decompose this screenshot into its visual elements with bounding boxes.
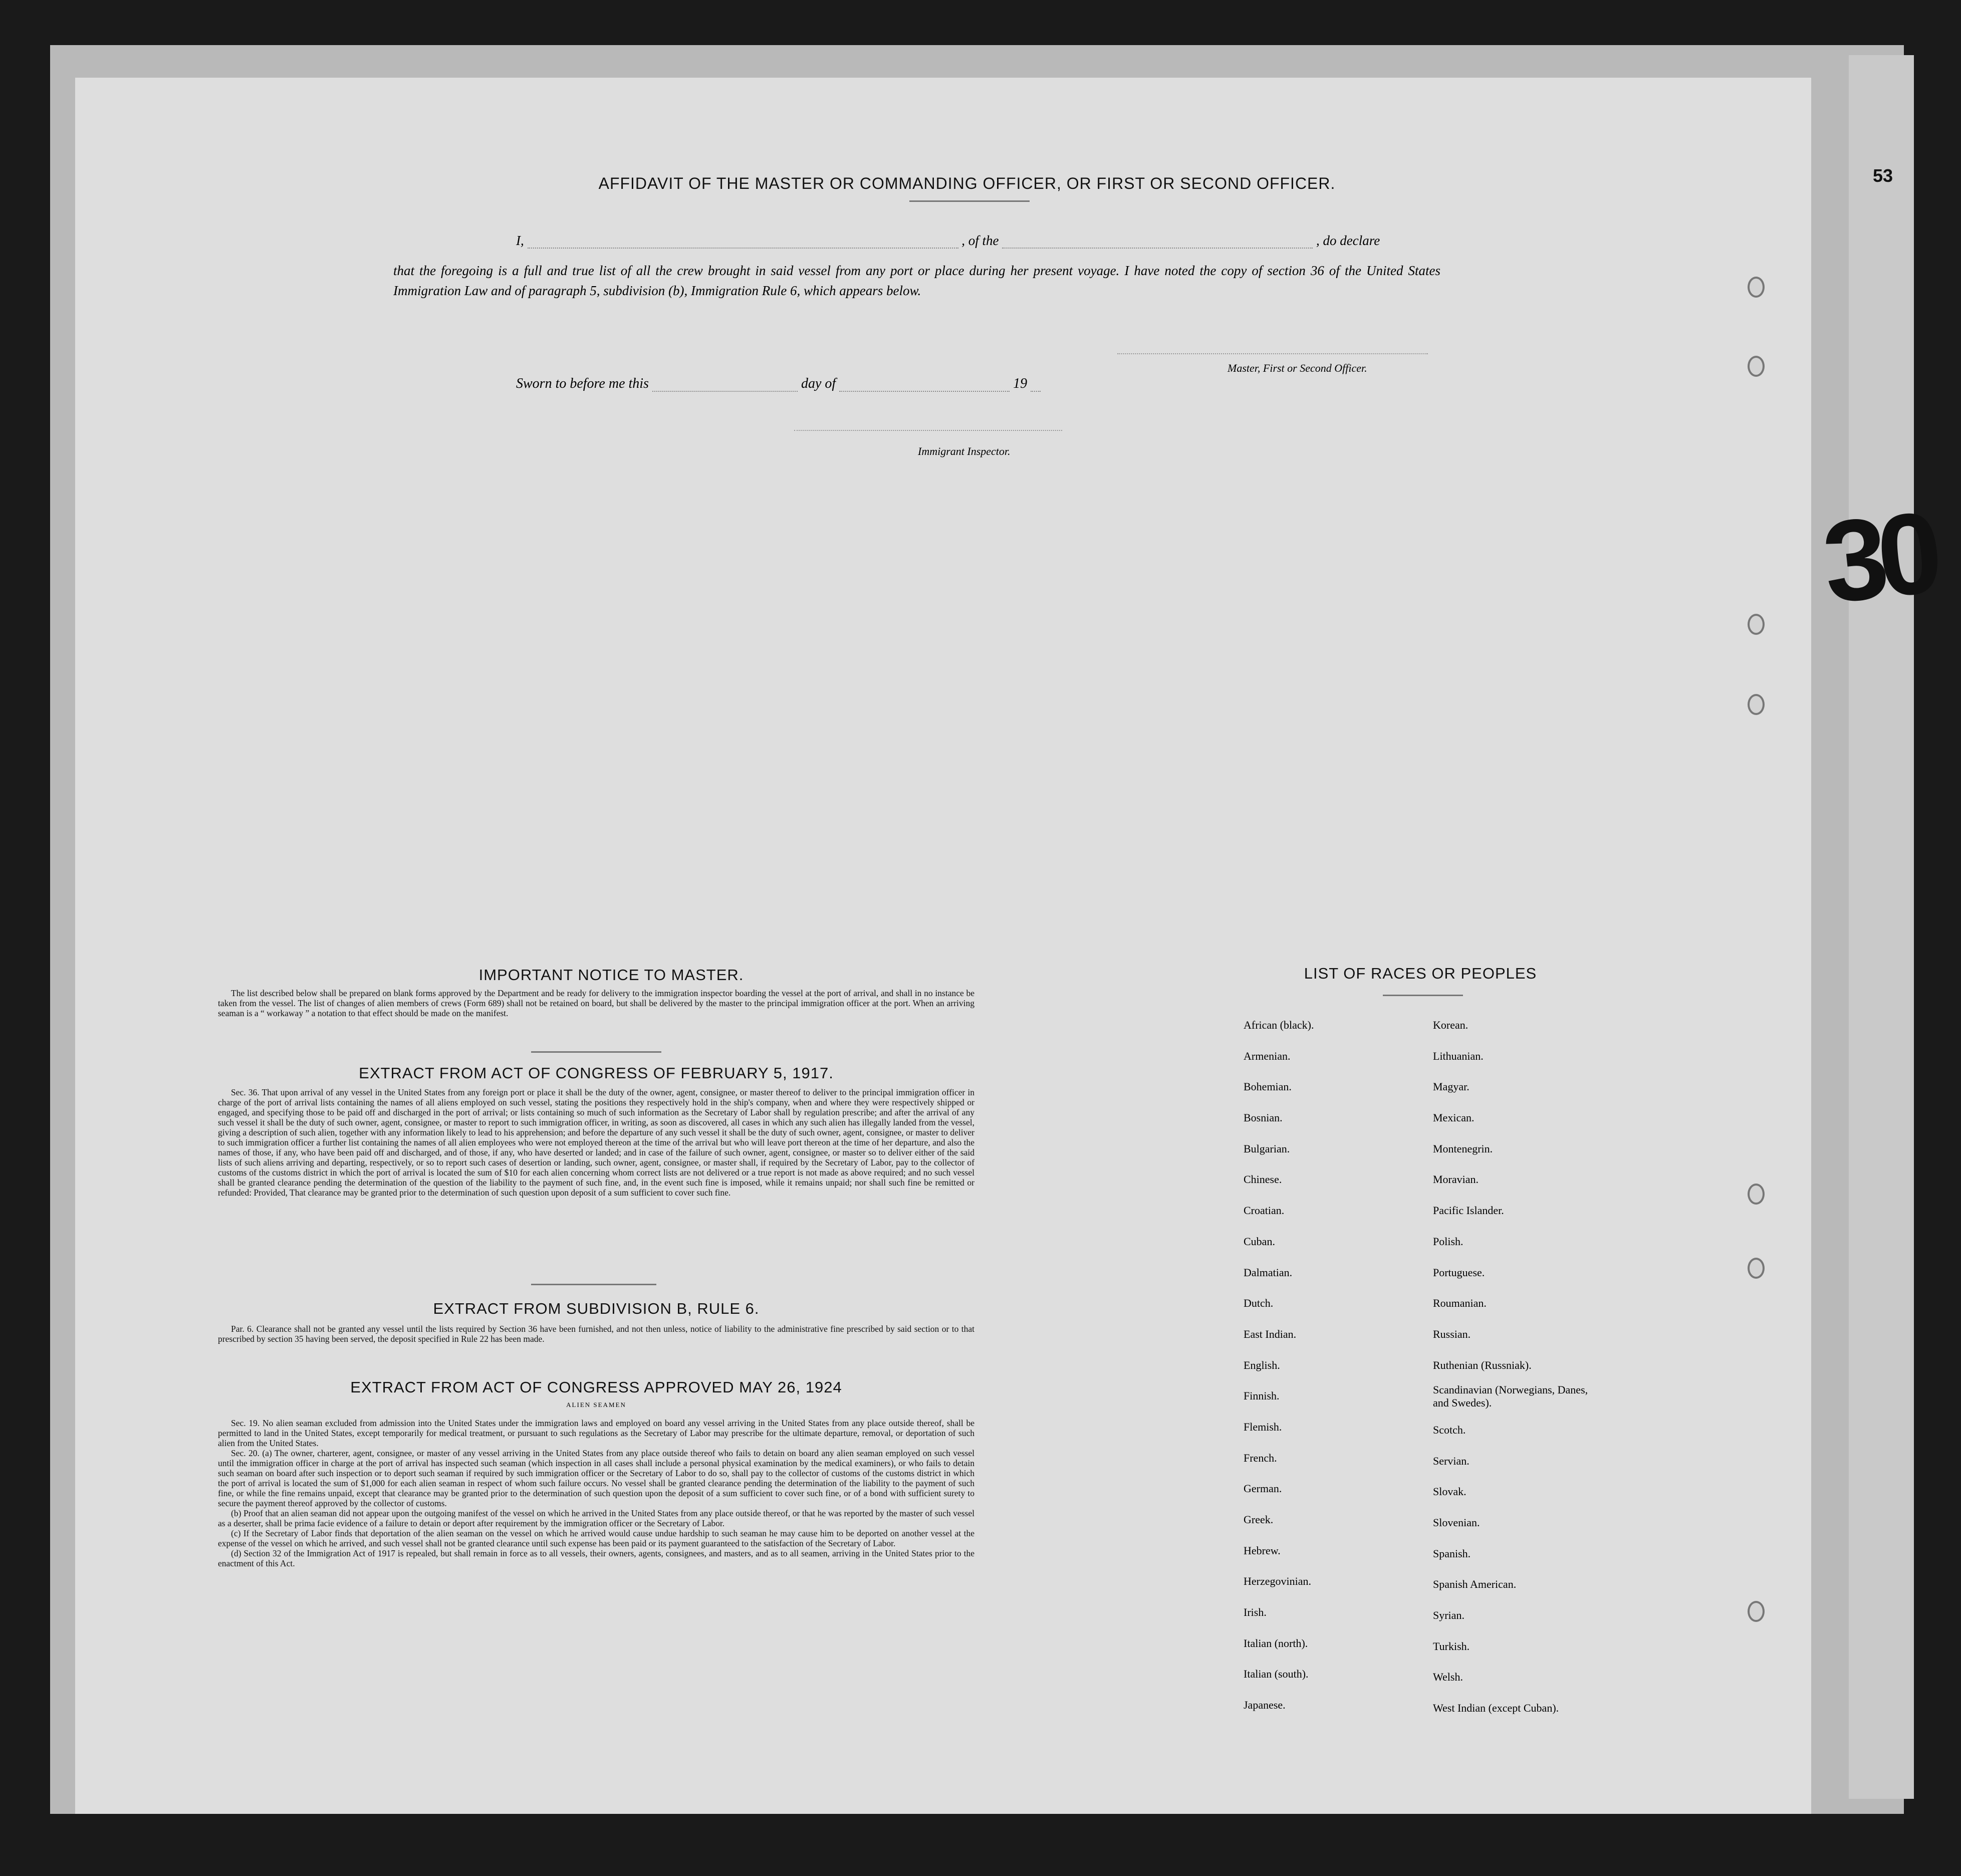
race-item: Dutch.: [1244, 1297, 1274, 1310]
section-divider: [531, 1051, 661, 1053]
affidavit-i-label: I,: [516, 233, 524, 248]
race-item: English.: [1244, 1358, 1280, 1371]
punch-hole: [1748, 1184, 1765, 1205]
races-right-column: [1433, 1010, 1588, 1724]
race-item: Pacific Islander.: [1433, 1204, 1504, 1217]
race-item: Servian.: [1433, 1454, 1469, 1467]
extract-rule6-title: EXTRACT FROM SUBDIVISION B, RULE 6.: [433, 1300, 760, 1317]
race-item: Greek.: [1244, 1513, 1274, 1526]
race-item: Roumanian.: [1433, 1297, 1487, 1310]
handwritten-margin-mark: 30: [1817, 488, 1938, 627]
races-divider: [1383, 995, 1463, 996]
title-divider: [909, 200, 1030, 202]
rule-6-paragraph: Par. 6. Clearance shall not be granted any vessel until the lists required by Section 36 have been furnished, and not then unless, notice of liability to the administrative fine prescribed by said section or to that prescribed by section 35 having been served, the deposit specified in Rule 22 has been made.: [218, 1324, 974, 1344]
section-36-paragraph: Sec. 36. That upon arrival of any vessel in the United States from any foreign port or place it shall be the duty of the owner, agent, consignee, or master thereof to deliver to the principal immigration officer in charge of the port of arrival lists containing the names of all aliens employed on such vessel, stating the positions they respectively hold in the ship's company, when and where they were respectively shipped or engaged, and specifying those to be paid off and discharged in the port of arrival; or lists containing so much of such information as the Secretary of Labor shall by regulation prescribe; and after the arrival of any such vessel it shall be the duty of such owner, agent, consignee, or master to report to such immigration officer, in writing, as soon as discovered, all cases in which any such alien has illegally landed from the vessel, giving a description of such alien, together with any information likely to lead to his apprehension; and before the departure of any such vessel it shall be the duty of such owner, agent, consignee, or master to deliver to such immigration officer a further list containing the names of all alien employees who were not employed thereon at the time of the arrival but who will leave port thereon at the time of her departure, and also the names of those, if any, who have been paid off and discharged, and of those, if any, who have deserted or landed; and in case of the failure of such owner, agent, consignee, or master so to deliver either of the said lists of such aliens arriving and departing, respectively, or so to report such cases of desertion or landing, such owner, agent, consignee, or master shall, if required by the Secretary of Labor, pay to the collector of customs of the customs district in which the port of arrival is located the sum of $10 for each alien concerning whom correct lists are not delivered or a true report is not made as above required; and no such vessel shall be granted clearance pending the determination of the question of the liability to the payment of such fine, and, in the event such fine is imposed, while it remains unpaid; nor shall such fine be remitted or refunded: Provided, That clearance may be granted prior to the determination of such question upon deposit of a sum sufficient to cover such fine.: [218, 1087, 974, 1198]
race-item: Flemish.: [1244, 1420, 1282, 1433]
section-19-paragraph: Sec. 19. No alien seaman excluded from admission into the United States under the immigration laws and employed on board any vessel arriving in the United States from any place outside thereof, shall be permitted to land in the United States, except temporarily for medical treatment, or pursuant to such regulations as the Secretary of Labor may prescribe for the ultimate departure, removal, or deportation of such alien from the United States.: [218, 1418, 974, 1448]
extract-1924-text: [218, 1418, 974, 1568]
race-item: Slovenian.: [1433, 1516, 1480, 1529]
sworn-year-field[interactable]: [1031, 377, 1041, 392]
extract-rule6-text: [218, 1324, 974, 1344]
race-item: German.: [1244, 1482, 1282, 1495]
vessel-name-field[interactable]: [1002, 233, 1313, 249]
race-item: East Indian.: [1244, 1327, 1297, 1340]
race-item: Bulgarian.: [1244, 1142, 1290, 1155]
punch-hole: [1748, 356, 1765, 377]
race-item: Finnish.: [1244, 1389, 1280, 1402]
races-left-column: [1244, 1010, 1314, 1721]
race-item: French.: [1244, 1451, 1277, 1464]
race-item: Spanish.: [1433, 1547, 1471, 1560]
bleed-through-row: [351, 451, 355, 471]
race-item: Polish.: [1433, 1235, 1463, 1248]
race-item: Ruthenian (Russniak).: [1433, 1358, 1532, 1371]
race-item: Montenegrin.: [1433, 1142, 1493, 1155]
race-item: Lithuanian.: [1433, 1049, 1484, 1062]
race-item: Cuban.: [1244, 1235, 1275, 1248]
inspector-signature-line[interactable]: [794, 430, 1062, 431]
sworn-line: [516, 376, 1041, 392]
race-item: West Indian (except Cuban).: [1433, 1702, 1559, 1715]
race-item: Portuguese.: [1433, 1266, 1485, 1279]
page-edge-strip: [1849, 55, 1914, 1799]
master-signature-caption: Master, First or Second Officer.: [1228, 362, 1367, 374]
race-item: Magyar.: [1433, 1080, 1469, 1093]
section-divider: [531, 1284, 656, 1285]
race-item: Slovak.: [1433, 1485, 1466, 1498]
race-item: Bohemian.: [1244, 1080, 1292, 1093]
sworn-day-field[interactable]: [652, 377, 798, 392]
race-item: Scotch.: [1433, 1423, 1466, 1436]
extract-1924-title: EXTRACT FROM ACT OF CONGRESS APPROVED MAY 26, 1924: [350, 1378, 842, 1396]
affidavit-of-the-label: , of the: [961, 233, 999, 248]
affidavit-do-declare-label: , do declare: [1316, 233, 1380, 248]
section-20d-paragraph: (d) Section 32 of the Immigration Act of 1917 is repealed, but shall remain in force as to all vessels, their owners, agents, consignees, and masters, and as to all seamen, arriving in the United States prior to the enactment of this Act.: [218, 1548, 974, 1568]
race-item: Mexican.: [1433, 1111, 1475, 1124]
master-signature-line[interactable]: [1117, 353, 1428, 354]
page-number: 53: [1873, 165, 1893, 186]
race-item: African (black).: [1244, 1019, 1314, 1031]
race-item: Herzegovinian.: [1244, 1575, 1311, 1588]
race-item: Italian (south).: [1244, 1668, 1309, 1681]
race-item: Moravian.: [1433, 1173, 1479, 1186]
inspector-caption: Immigrant Inspector.: [918, 445, 1011, 457]
sworn-month-field[interactable]: [839, 377, 1010, 392]
race-item: Armenian.: [1244, 1049, 1291, 1062]
race-item: Hebrew.: [1244, 1544, 1281, 1557]
punch-hole: [1748, 614, 1765, 635]
race-item: Dalmatian.: [1244, 1266, 1293, 1279]
race-item: Irish.: [1244, 1606, 1267, 1619]
punch-hole: [1748, 694, 1765, 715]
race-item: Croatian.: [1244, 1204, 1285, 1217]
race-item: Chinese.: [1244, 1173, 1282, 1186]
punch-hole: [1748, 277, 1765, 298]
extract-1917-text: [218, 1087, 974, 1198]
affidavit-statement: that the foregoing is a full and true list of all the crew brought in said vessel from any port or place during her present voyage. I have noted the copy of section 36 of the United States Immigration Law and of paragraph 5, subdivision (b), Immigration Rule 6, which appears below.: [393, 263, 1440, 298]
race-item: Bosnian.: [1244, 1111, 1283, 1124]
race-item: Korean.: [1433, 1019, 1468, 1031]
race-item: Japanese.: [1244, 1699, 1286, 1712]
affidavit-declaration-line: [516, 233, 1380, 249]
section-20c-paragraph: (c) If the Secretary of Labor finds that deportation of the alien seaman on the vessel on which he arrived would cause undue hardship to such seaman he may cause him to be deported on another vessel at the expense of the vessel on which he arrived, and such vessel shall not be granted clearance until such expense has been paid or its payment guaranteed to the satisfaction of the Secretary of Labor.: [218, 1528, 974, 1548]
race-item: Welsh.: [1433, 1671, 1463, 1684]
sworn-day-of-label: day of: [801, 376, 836, 391]
race-item: Spanish American.: [1433, 1578, 1517, 1591]
sworn-year-label: 19: [1013, 376, 1028, 391]
punch-hole: [1748, 1601, 1765, 1622]
section-20b-paragraph: (b) Proof that an alien seaman did not appear upon the outgoing manifest of the vessel on which he arrived in the United States from any place outside thereof, or that he was reported by the master of such vessel as a deserter, shall be prima facie evidence of a failure to detain or deport after requirement by the immigration officer or the Secretary of Labor.: [218, 1508, 974, 1528]
affidavit-title: AFFIDAVIT OF THE MASTER OR COMMANDING OFFICER, OR FIRST OR SECOND OFFICER.: [598, 174, 1336, 192]
race-item: Italian (north).: [1244, 1636, 1308, 1650]
race-item: Russian.: [1433, 1327, 1471, 1340]
race-item: Turkish.: [1433, 1639, 1470, 1653]
notice-title: IMPORTANT NOTICE TO MASTER.: [478, 966, 744, 984]
race-item: Syrian.: [1433, 1609, 1464, 1622]
notice-text: [218, 988, 974, 1018]
race-item: Scandinavian (Norwegians, Danes, and Swedes).: [1433, 1383, 1588, 1410]
punch-hole: [1748, 1258, 1765, 1279]
alien-seamen-subtitle: ALIEN SEAMEN: [566, 1401, 626, 1409]
notice-paragraph: The list described below shall be prepared on blank forms approved by the Department and be ready for delivery to the immigration inspector boarding the vessel at the port of arrival, and shall in no instance be taken from the vessel. The list of changes of alien members of crews (Form 689) shall not be retained on board, but shall be delivered by the master to the principal immigration officer at the port. When an arriving seaman is a “ workaway ” a notation to that effect should be made on the manifest.: [218, 988, 974, 1018]
races-title: LIST OF RACES OR PEOPLES: [1304, 965, 1537, 982]
master-name-field[interactable]: [528, 233, 958, 249]
section-20a-paragraph: Sec. 20. (a) The owner, charterer, agent, consignee, or master of any vessel arriving in the United States from any place outside thereof who fails to detain on board any alien seaman employed on such vessel until the immigration officer in charge at the port of arrival has inspected such seaman (which inspection in all cases shall include a personal physical examination by the medical examiners), or who fails to detain such seaman on board after such inspection or to deport such seaman if required by such immigration officer or the Secretary of Labor to do so, shall pay to the collector of customs of the customs district in which the port of arrival is located the sum of $1,000 for each alien seaman in respect of whom such failure occurs. No vessel shall be granted clearance pending the determination of the liability to the payment of such fine, or while the fine remains unpaid, except that clearance may be granted prior to the determination of such question upon the deposit of a sum sufficient to cover such fine, or of a bond with sufficient surety to secure the payment thereof approved by the collector of customs.: [218, 1448, 974, 1508]
extract-1917-title: EXTRACT FROM ACT OF CONGRESS OF FEBRUARY 5, 1917.: [359, 1064, 834, 1082]
sworn-prefix: Sworn to before me this: [516, 376, 649, 391]
